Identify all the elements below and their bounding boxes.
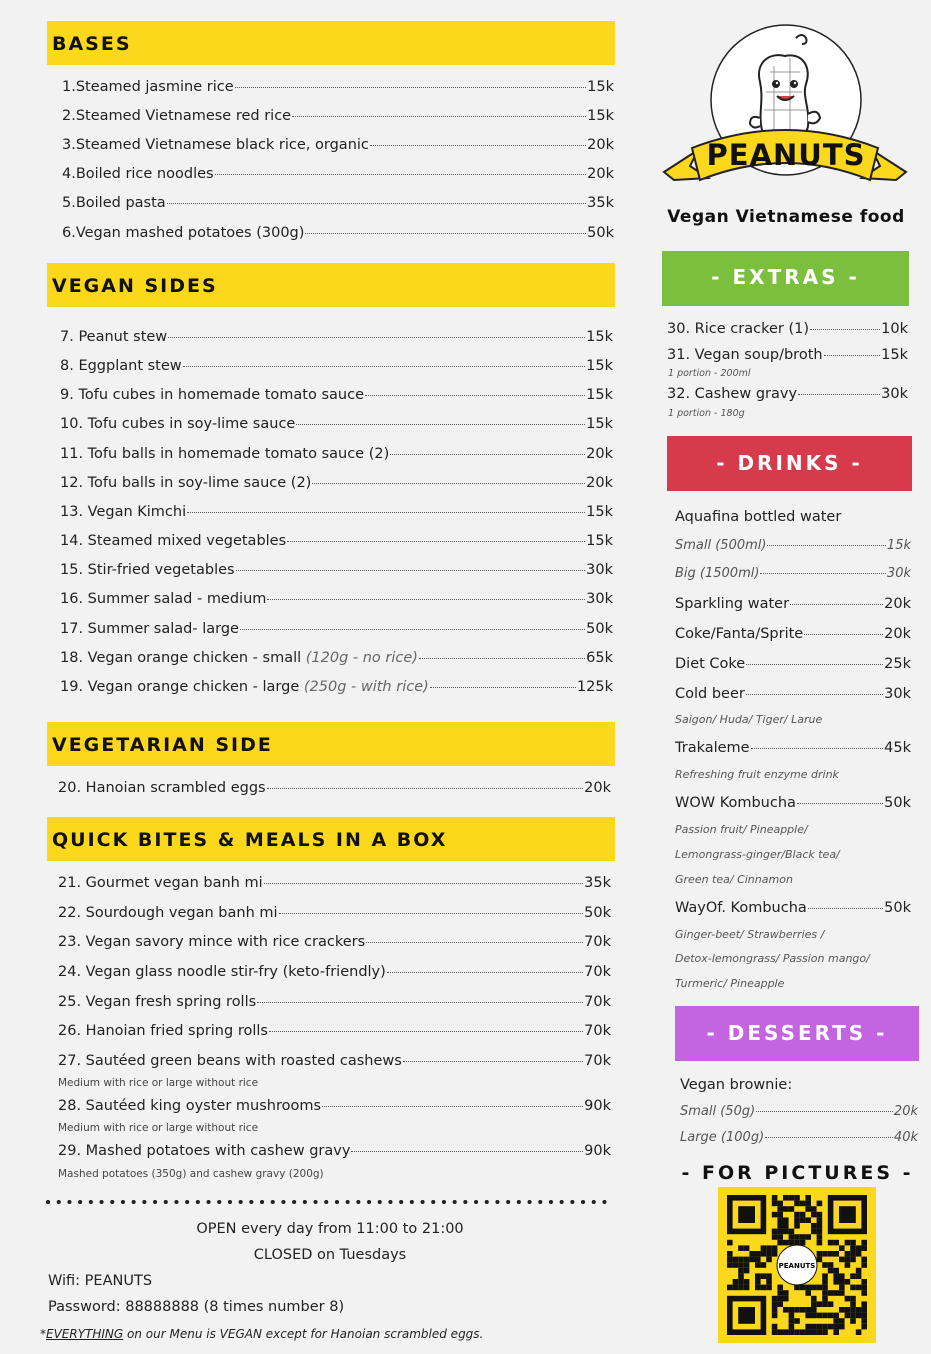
item-price: 15k <box>586 416 613 433</box>
item-price: 10k <box>881 321 908 337</box>
menu-item <box>680 1104 918 1119</box>
item-name: 3.Steamed Vietnamese black rice, organic <box>62 137 369 154</box>
menu-item <box>675 740 911 756</box>
menu-item <box>58 905 611 921</box>
item-name: 20. Hanoian scrambled eggs <box>58 780 266 796</box>
menu-item <box>58 1098 611 1114</box>
item-price: 30k <box>586 591 613 608</box>
logo-name: PEANUTS <box>706 138 866 172</box>
dotted-divider <box>45 1198 617 1206</box>
section-header-vegan-sides: VEGAN SIDES <box>47 263 615 307</box>
leader-dots <box>168 337 585 338</box>
leader-dots <box>240 629 585 630</box>
menu-item <box>60 504 613 520</box>
item-price: 20k <box>584 780 611 796</box>
item-name: 10. Tofu cubes in soy-lime sauce <box>60 416 296 433</box>
item-name: 11. Tofu balls in homemade tomato sauce (2) <box>60 445 390 462</box>
item-name: 30. Rice cracker (1) <box>667 321 809 337</box>
menu-item <box>60 533 613 549</box>
item-name: 19. Vegan orange chicken - large (250g - with rice) <box>60 678 429 695</box>
item-price: 70k <box>584 964 611 980</box>
drink-aquafina: Aquafina bottled water <box>675 509 842 525</box>
for-pictures-heading: - FOR PICTURES - <box>681 1162 914 1184</box>
item-price: 35k <box>587 195 614 212</box>
item-price: 30k <box>884 686 911 702</box>
item-name: 7. Peanut stew <box>60 329 168 345</box>
item-name: 5.Boiled pasta <box>62 195 166 212</box>
wifi-name: Wifi: PEANUTS <box>48 1273 153 1289</box>
leader-dots <box>370 145 586 146</box>
item-price: 15k <box>586 503 613 520</box>
item-name: 21. Gourmet vegan banh mi <box>58 875 263 891</box>
leader-dots <box>824 355 881 356</box>
qr-code[interactable] <box>718 1187 876 1343</box>
item-price: 30k <box>586 562 613 579</box>
section-header-bases: BASES <box>47 21 615 65</box>
note-wayof-1: Ginger-beet/ Strawberries / <box>675 928 825 941</box>
section-header-desserts: - DESSERTS - <box>675 1006 919 1061</box>
item-price: 20k <box>884 596 911 612</box>
menu-item <box>60 475 613 491</box>
menu-item <box>62 108 614 124</box>
item-name: Small (50g) <box>680 1104 756 1119</box>
vegan-footnote: *EVERYTHING on our Menu is VEGAN except for Hanoian scrambled eggs. <box>40 1327 484 1341</box>
item-name: 12. Tofu balls in soy-lime sauce (2) <box>60 474 312 491</box>
leader-dots <box>798 394 880 395</box>
item-price: 20k <box>586 474 613 491</box>
item-name: 24. Vegan glass noodle stir-fry (keto-friendly) <box>58 964 386 980</box>
menu-item <box>62 166 614 182</box>
note-item-28: Medium with rice or large without rice <box>58 1122 259 1134</box>
menu-item <box>667 386 908 402</box>
item-price: 15k <box>586 329 613 345</box>
item-price: 25k <box>884 656 911 672</box>
item-price: 20k <box>893 1104 918 1119</box>
leader-dots <box>746 664 883 665</box>
note-item-31: 1 portion - 200ml <box>668 368 751 379</box>
wifi-password: Password: 88888888 (8 times number 8) <box>48 1299 345 1315</box>
menu-item <box>58 1023 611 1039</box>
item-name: 2.Steamed Vietnamese red rice <box>62 108 292 125</box>
menu-item <box>60 591 613 607</box>
leader-dots <box>292 116 586 117</box>
leader-dots <box>267 788 584 789</box>
peanuts-logo <box>660 22 910 232</box>
menu-item <box>58 1143 611 1159</box>
menu-item <box>58 934 611 950</box>
note-trakaleme: Refreshing fruit enzyme drink <box>675 768 839 781</box>
item-name: Large (100g) <box>680 1130 765 1145</box>
leader-dots <box>365 395 585 396</box>
item-name: 32. Cashew gravy <box>667 386 798 402</box>
leader-dots <box>305 233 586 234</box>
item-detail: (120g - no rice) <box>305 649 418 666</box>
item-price: 15k <box>881 347 908 363</box>
leader-dots <box>257 1002 583 1003</box>
menu-item <box>60 446 613 462</box>
menu-item <box>62 225 614 241</box>
item-name: Coke/Fanta/Sprite <box>675 626 804 642</box>
item-name: Sparkling water <box>675 596 790 612</box>
leader-dots <box>312 483 585 484</box>
menu-item <box>680 1130 918 1145</box>
item-price: 15k <box>587 108 614 125</box>
logo-tagline: Vegan Vietnamese food <box>667 207 905 227</box>
leader-dots <box>351 1151 583 1152</box>
leader-dots <box>287 541 585 542</box>
item-name: Diet Coke <box>675 656 746 672</box>
item-price: 50k <box>584 905 611 921</box>
menu-item <box>60 387 613 403</box>
menu-item <box>58 1053 611 1069</box>
qr-code-icon <box>718 1187 876 1343</box>
item-price: 15k <box>886 538 911 553</box>
item-price: 15k <box>586 358 613 375</box>
item-price: 90k <box>584 1098 611 1114</box>
leader-dots <box>765 1137 893 1138</box>
menu-item <box>675 596 911 612</box>
item-price: 70k <box>584 994 611 1010</box>
item-name: 31. Vegan soup/broth <box>667 347 823 363</box>
item-name: 13. Vegan Kimchi <box>60 503 187 520</box>
item-price: 70k <box>584 934 611 950</box>
item-name: 18. Vegan orange chicken - small (120g - no rice) <box>60 649 418 666</box>
leader-dots <box>403 1061 583 1062</box>
item-price: 30k <box>886 566 911 581</box>
leader-dots <box>390 454 585 455</box>
note-wow-2: Lemongrass-ginger/Black tea/ <box>675 848 840 861</box>
leader-dots <box>797 803 883 804</box>
leader-dots <box>760 573 886 574</box>
leader-dots <box>366 942 583 943</box>
menu-item <box>60 562 613 578</box>
leader-dots <box>430 687 576 688</box>
leader-dots <box>322 1106 583 1107</box>
leader-dots <box>751 748 884 749</box>
leader-dots <box>187 512 585 513</box>
item-name: 16. Summer salad - medium <box>60 591 267 608</box>
note-wayof-2: Detox-lemongrass/ Passion mango/ <box>675 952 870 965</box>
item-name: 22. Sourdough vegan banh mi <box>58 905 278 921</box>
item-price: 15k <box>586 533 613 550</box>
note-wow-3: Green tea/ Cinnamon <box>675 873 793 886</box>
item-name: 25. Vegan fresh spring rolls <box>58 994 257 1010</box>
item-name: WayOf. Kombucha <box>675 900 807 916</box>
menu-item <box>58 780 611 796</box>
leader-dots <box>810 329 880 330</box>
item-price: 20k <box>587 166 614 183</box>
item-detail: (250g - with rice) <box>303 678 429 695</box>
menu-item <box>60 416 613 432</box>
menu-item <box>58 994 611 1010</box>
menu-item <box>667 321 908 337</box>
menu-item <box>675 686 911 702</box>
menu-item <box>60 650 613 666</box>
leader-dots <box>419 658 585 659</box>
item-price: 70k <box>584 1023 611 1039</box>
item-price: 125k <box>576 678 613 695</box>
leader-dots <box>790 604 883 605</box>
item-price: 35k <box>584 875 611 891</box>
leader-dots <box>167 203 586 204</box>
item-name: WOW Kombucha <box>675 795 796 811</box>
item-name: Cold beer <box>675 686 745 702</box>
section-header-vegetarian-side: VEGETARIAN SIDE <box>47 722 615 766</box>
item-name: 15. Stir-fried vegetables <box>60 562 235 579</box>
item-name: Trakaleme <box>675 740 750 756</box>
note-item-32: 1 portion - 180g <box>668 408 745 419</box>
leader-dots <box>183 366 586 367</box>
item-price: 15k <box>587 79 614 95</box>
item-name: 27. Sautéed green beans with roasted cashews <box>58 1053 402 1069</box>
menu-item <box>60 329 613 345</box>
menu-item <box>675 900 911 916</box>
menu-item <box>675 626 911 642</box>
leader-dots <box>804 634 883 635</box>
opening-hours: OPEN every day from 11:00 to 21:00 <box>196 1221 464 1237</box>
item-price: 45k <box>884 740 911 756</box>
item-name: 17. Summer salad- large <box>60 620 239 637</box>
menu-item <box>675 566 911 581</box>
item-name: 1.Steamed jasmine rice <box>62 79 234 95</box>
item-name: 9. Tofu cubes in homemade tomato sauce <box>60 387 364 404</box>
item-price: 50k <box>587 224 614 241</box>
item-name: 14. Steamed mixed vegetables <box>60 533 287 550</box>
leader-dots <box>267 599 585 600</box>
leader-dots <box>279 913 584 914</box>
item-price: 70k <box>584 1053 611 1069</box>
leader-dots <box>756 1111 893 1112</box>
item-name: Small (500ml) <box>675 538 767 553</box>
dessert-brownie: Vegan brownie: <box>680 1077 793 1093</box>
menu-item <box>62 137 614 153</box>
qr-logo-text: PEANUTS <box>778 1262 816 1270</box>
item-name: 29. Mashed potatoes with cashew gravy <box>58 1143 351 1159</box>
menu-item <box>675 656 911 672</box>
item-price: 50k <box>586 620 613 637</box>
section-header-drinks: - DRINKS - <box>667 436 912 491</box>
leader-dots <box>296 424 585 425</box>
leader-dots <box>236 570 586 571</box>
note-wow-1: Passion fruit/ Pineapple/ <box>675 823 808 836</box>
item-price: 30k <box>881 386 908 402</box>
menu-item <box>675 538 911 553</box>
closed-days: CLOSED on Tuesdays <box>253 1247 407 1263</box>
leader-dots <box>215 174 587 175</box>
item-name: 4.Boiled rice noodles <box>62 166 214 183</box>
item-name: 6.Vegan mashed potatoes (300g) <box>62 224 305 241</box>
item-price: 20k <box>586 445 613 462</box>
leader-dots <box>269 1031 583 1032</box>
item-name: 26. Hanoian fried spring rolls <box>58 1023 268 1039</box>
menu-item <box>62 79 614 95</box>
leader-dots <box>808 908 883 909</box>
item-price: 90k <box>584 1143 611 1159</box>
leader-dots <box>387 972 583 973</box>
note-beer: Saigon/ Huda/ Tiger/ Larue <box>675 713 823 726</box>
menu-item <box>58 964 611 980</box>
item-name: 8. Eggplant stew <box>60 358 182 375</box>
leader-dots <box>746 694 883 695</box>
note-item-29: Mashed potatoes (350g) and cashew gravy (200g) <box>58 1168 324 1180</box>
item-name: 23. Vegan savory mince with rice crackers <box>58 934 366 950</box>
item-name: Big (1500ml) <box>675 566 760 581</box>
leader-dots <box>264 883 584 884</box>
menu-item <box>58 875 611 891</box>
menu-item <box>60 621 613 637</box>
leader-dots <box>235 87 587 88</box>
menu-item <box>60 358 613 374</box>
note-item-27: Medium with rice or large without rice <box>58 1077 259 1089</box>
item-price: 50k <box>884 900 911 916</box>
item-price: 20k <box>884 626 911 642</box>
leader-dots <box>767 545 885 546</box>
item-price: 15k <box>586 387 613 404</box>
menu-item <box>60 679 613 695</box>
menu-item <box>667 347 908 363</box>
menu-item <box>62 195 614 211</box>
item-price: 50k <box>884 795 911 811</box>
item-price: 40k <box>893 1130 918 1145</box>
menu-item <box>675 795 911 811</box>
section-header-quick-bites: QUICK BITES & MEALS IN A BOX <box>47 817 615 861</box>
item-price: 65k <box>586 649 613 666</box>
section-header-extras: - EXTRAS - <box>662 251 909 306</box>
item-name: 28. Sautéed king oyster mushrooms <box>58 1098 322 1114</box>
item-price: 20k <box>587 137 614 154</box>
note-wayof-3: Turmeric/ Pineapple <box>675 977 785 990</box>
